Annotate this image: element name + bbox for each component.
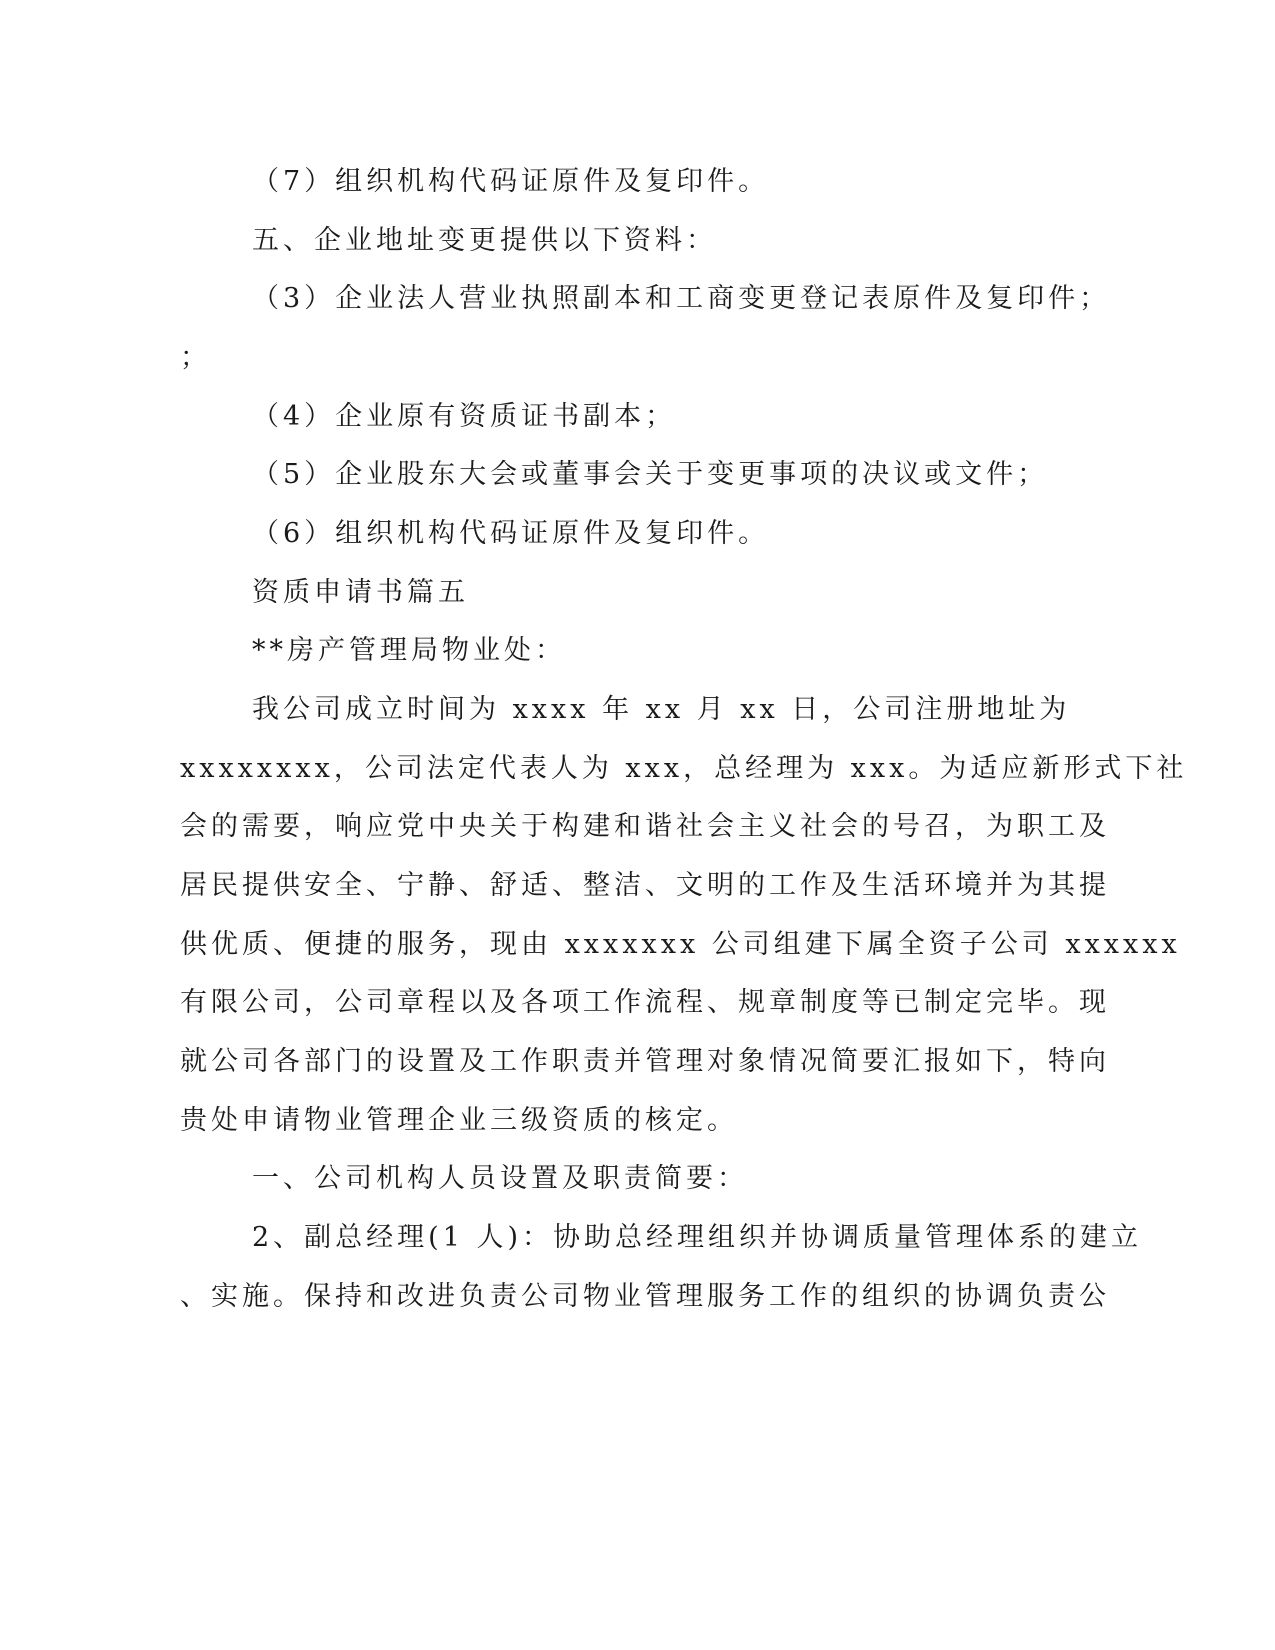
section-heading-1: 一、公司机构人员设置及职责简要： (252, 1163, 748, 1194)
paragraph-line: xxxxxxxx，公司法定代表人为 xxx，总经理为 xxx。为适应新形式下社 (180, 753, 1188, 784)
list-item-7: （7）组织机构代码证原件及复印件。 (252, 166, 770, 197)
paragraph-line: 、实施。保持和改进负责公司物业管理服务工作的组织的协调负责公 (180, 1281, 1110, 1312)
paragraph-line: 贵处申请物业管理企业三级资质的核定。 (180, 1105, 738, 1136)
paragraph-line: 有限公司，公司章程以及各项工作流程、规章制度等已制定完毕。现 (180, 987, 1110, 1018)
list-item-3: （3）企业法人营业执照副本和工商变更登记表原件及复印件； (252, 283, 1111, 314)
stray-semicolon: ； (180, 342, 211, 373)
paragraph-line: 会的需要，响应党中央关于构建和谐社会主义社会的号召，为职工及 (180, 811, 1110, 842)
list-item-6: （6）组织机构代码证原件及复印件。 (252, 518, 770, 549)
paragraph-line: 2、副总经理(1 人)：协助总经理组织并协调质量管理体系的建立 (252, 1222, 1143, 1253)
paragraph-line: 居民提供安全、宁静、舒适、整洁、文明的工作及生活环境并为其提 (180, 870, 1110, 901)
list-item-4: （4）企业原有资质证书副本； (252, 401, 677, 432)
section-title: 资质申请书篇五 (252, 577, 469, 608)
paragraph-line: 供优质、便捷的服务，现由 xxxxxxx 公司组建下属全资子公司 xxxxxx (180, 929, 1181, 960)
salutation: **房产管理局物业处： (252, 635, 566, 666)
paragraph-line: 我公司成立时间为 xxxx 年 xx 月 xx 日，公司注册地址为 (252, 694, 1071, 725)
list-item-5: （5）企业股东大会或董事会关于变更事项的决议或文件； (252, 459, 1049, 490)
paragraph-line: 就公司各部门的设置及工作职责并管理对象情况简要汇报如下，特向 (180, 1046, 1110, 1077)
section-heading-5: 五、企业地址变更提供以下资料： (252, 225, 717, 256)
